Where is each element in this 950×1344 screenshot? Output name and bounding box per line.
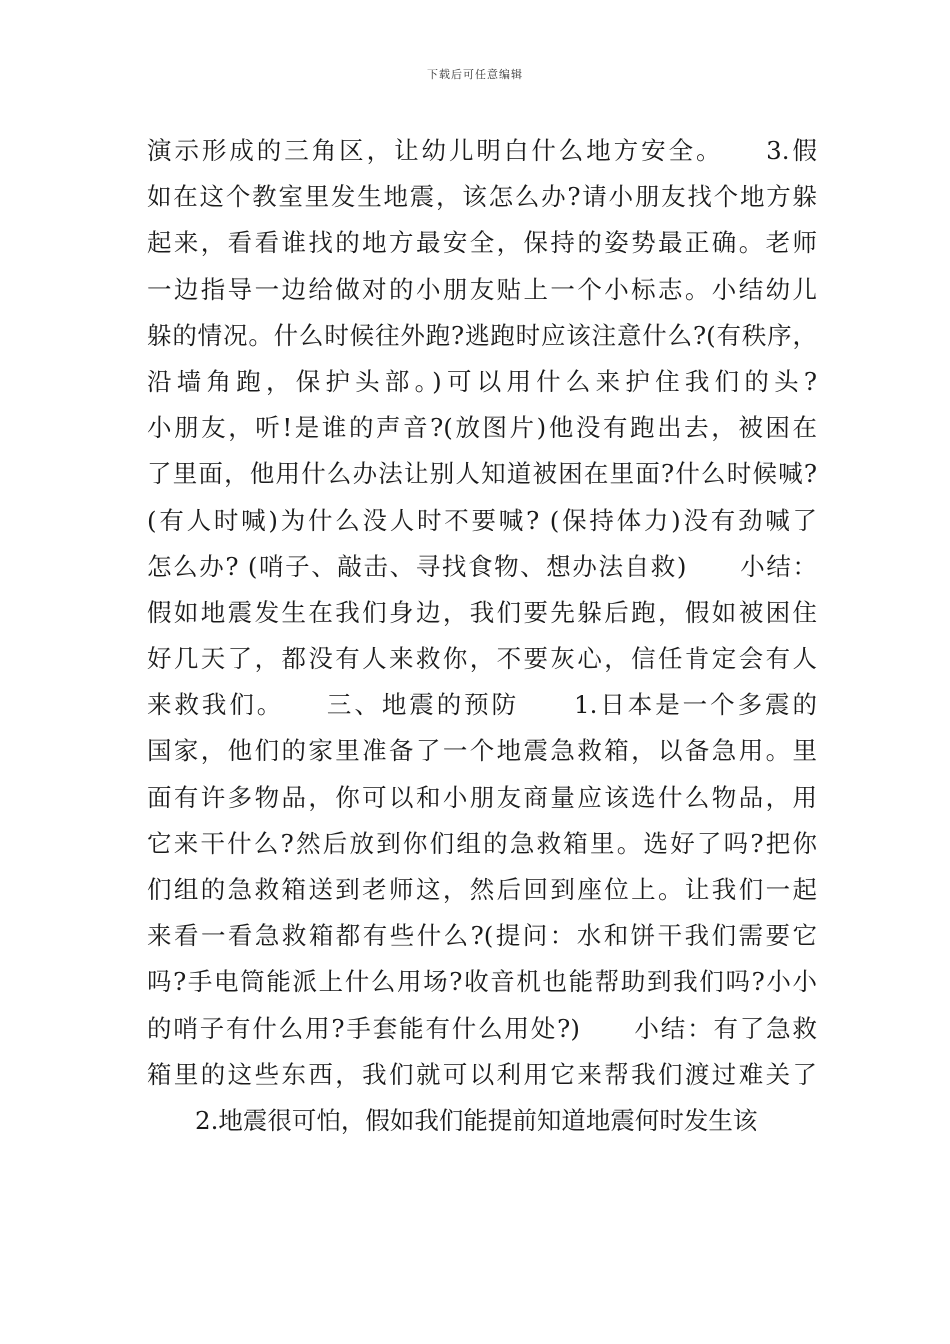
text-line: 它来干什么?然后放到你们组的急救箱里。选好了吗?把你 [147,828,817,858]
text-line: 起来，看看谁找的地方最安全，保持的姿势最正确。老师 [147,228,817,258]
text-line: 好几天了，都没有人来救你，不要灰心，信任肯定会有人 [147,644,817,674]
text-line: 2.地震很可怕，假如我们能提前知道地震何时发生该 [195,1105,758,1135]
text-line: 了里面，他用什么办法让别人知道被困在里面?什么时候喊? [147,459,817,489]
text-line: 躲的情况。什么时候往外跑?逃跑时应该注意什么?(有秩序， [147,320,817,350]
text-line: 来看一看急救箱都有些什么?(提问：水和饼干我们需要它 [147,921,817,951]
text-line: 如在这个教室里发生地震，该怎么办?请小朋友找个地方躲 [147,182,817,212]
text-line: 演示形成的三角区，让幼儿明白什么地方安全。 3.假 [147,136,817,165]
text-line: 小朋友，听!是谁的声音?(放图片)他没有跑出去，被困在 [147,413,817,443]
text-line: 们组的急救箱送到老师这，然后回到座位上。让我们一起 [147,875,817,904]
page-header: 下载后可任意编辑 [427,68,523,81]
text-line: 国家，他们的家里准备了一个地震急救箱，以备急用。里 [147,736,817,766]
text-line: 沿墙角跑，保护头部。)可以用什么来护住我们的头? [147,366,817,396]
text-line: 怎么办? (哨子、敲击、寻找食物、想办法自救) 小结： [147,551,817,581]
text-line: 箱里的这些东西，我们就可以利用它来帮我们渡过难关了 [147,1059,817,1089]
document-body [147,128,817,1144]
text-line: 的哨子有什么用?手套能有什么用处?) 小结：有了急救 [147,1013,817,1043]
text-line: 一边指导一边给做对的小朋友贴上一个小标志。小结幼儿 [147,274,817,304]
text-line: (有人时喊)为什么没人时不要喊? (保持体力)没有劲喊了 [147,505,817,535]
text-line: 假如地震发生在我们身边，我们要先躲后跑，假如被困住 [147,597,817,627]
text-line: 来救我们。 三、地震的预防 1.日本是一个多震的 [147,690,817,720]
text-line: 吗?手电筒能派上什么用场?收音机也能帮助到我们吗?小小 [147,967,817,997]
text-line: 面有许多物品，你可以和小朋友商量应该选什么物品，用 [147,782,817,812]
